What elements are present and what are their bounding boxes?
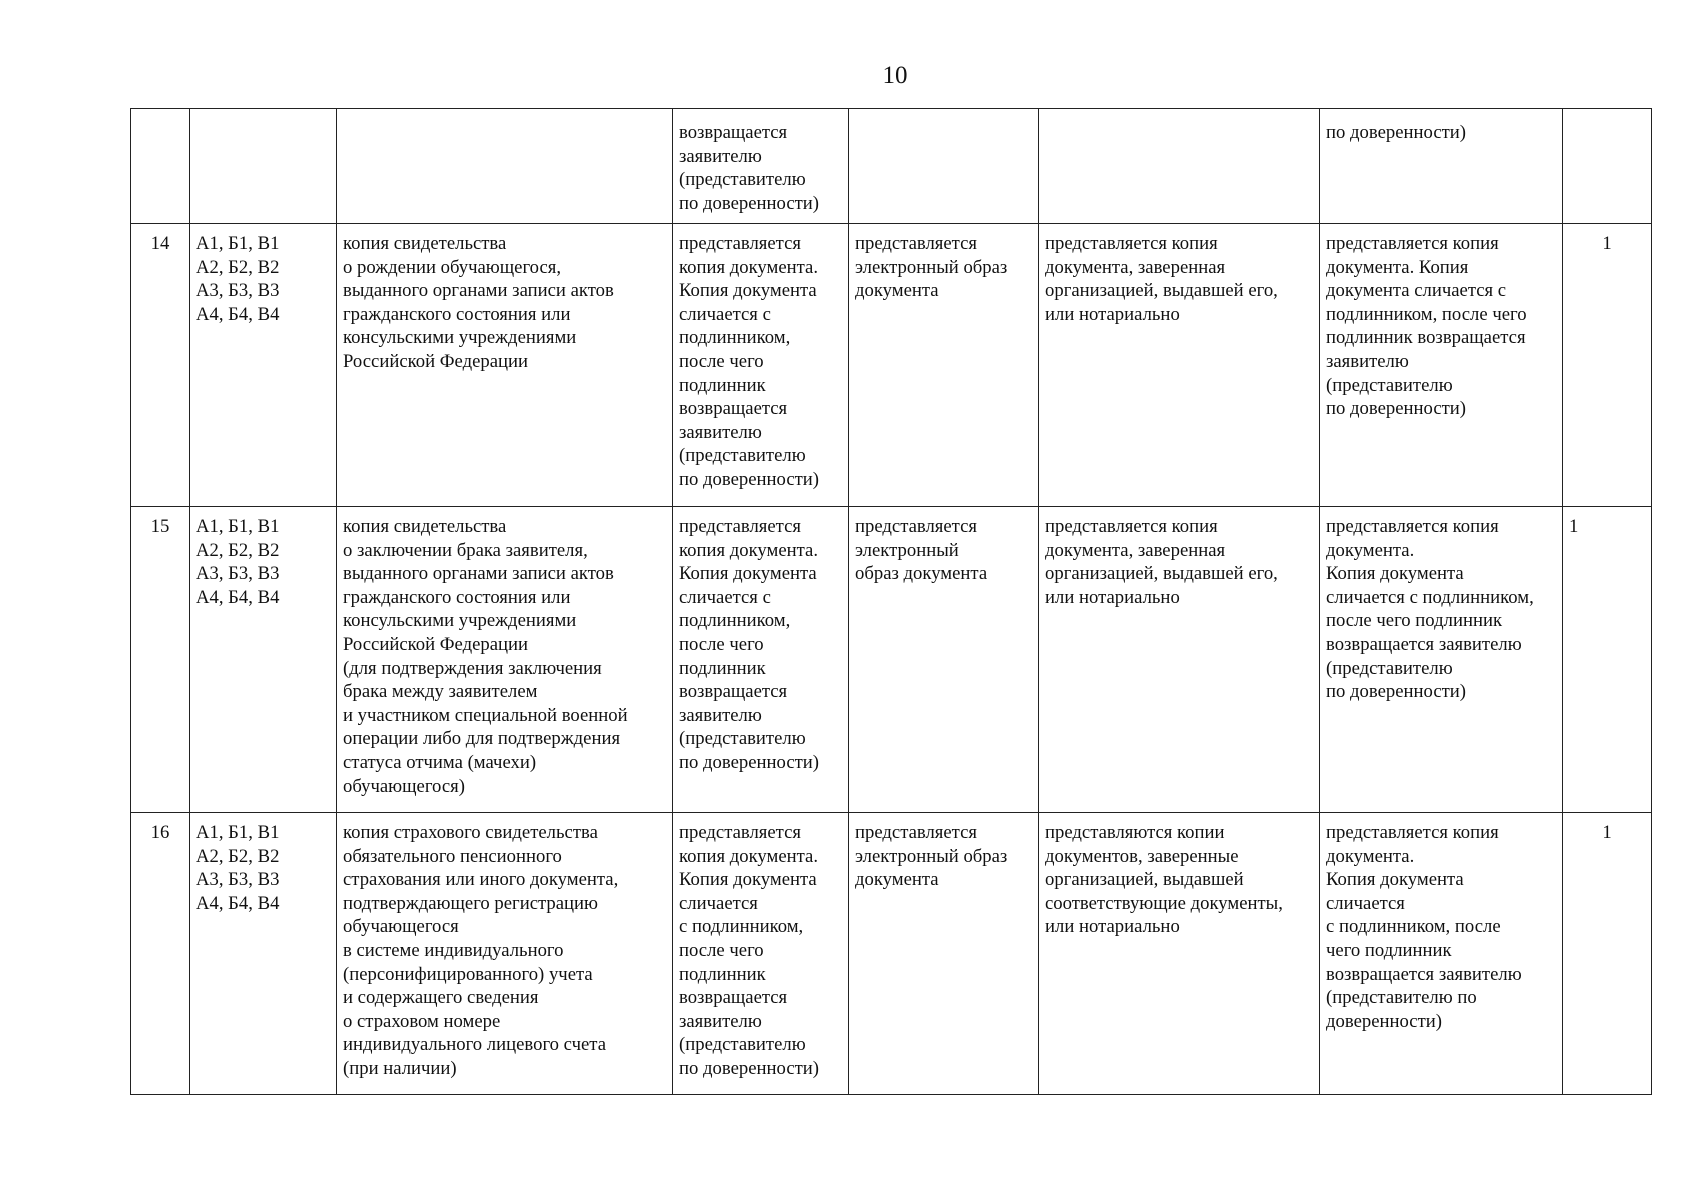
- cell-mfc: по доверенности): [1320, 109, 1563, 224]
- cell-count: 1: [1563, 507, 1652, 813]
- documents-table: [130, 108, 1652, 1095]
- cell-mfc: представляется копия документа. Копия документа сличается с подлинником, после чего подлинник возвращается заявителю (представителю по доверенности): [1320, 224, 1563, 507]
- cell-categories: [190, 109, 337, 224]
- cell-categories: А1, Б1, В1 А2, Б2, В2 А3, Б3, В3 А4, Б4, В4: [190, 224, 337, 507]
- cell-number: 16: [131, 813, 190, 1095]
- cell-document: [337, 109, 673, 224]
- cell-electronic: [849, 109, 1039, 224]
- cell-number: 14: [131, 224, 190, 507]
- table-row: [131, 813, 1652, 1095]
- cell-document: копия страхового свидетельства обязательного пенсионного страхования или иного документа, подтверждающего регистрацию обучающегося в системе индивидуального (персонифицированного) учета и содержащего сведения о страховом номере индивидуального лицевого счета (при наличии): [337, 813, 673, 1095]
- table-row: [131, 224, 1652, 507]
- cell-by-mail: представляются копии документов, заверенные организацией, выдавшей соответствующие документы, или нотариально: [1039, 813, 1320, 1095]
- cell-electronic: представляется электронный образ документа: [849, 224, 1039, 507]
- cell-electronic: представляется электронный образ документа: [849, 813, 1039, 1095]
- cell-count: 1: [1563, 224, 1652, 507]
- cell-by-mail: представляется копия документа, заверенная организацией, выдавшей его, или нотариально: [1039, 224, 1320, 507]
- cell-electronic: представляется электронный образ документа: [849, 507, 1039, 813]
- cell-in-person: представляется копия документа. Копия документа сличается с подлинником, после чего подлинник возвращается заявителю (представителю по доверенности): [673, 507, 849, 813]
- cell-in-person: представляется копия документа. Копия документа сличается с подлинником, после чего подлинник возвращается заявителю (представителю по доверенности): [673, 224, 849, 507]
- cell-count: 1: [1563, 813, 1652, 1095]
- cell-by-mail: [1039, 109, 1320, 224]
- cell-categories: А1, Б1, В1 А2, Б2, В2 А3, Б3, В3 А4, Б4, В4: [190, 507, 337, 813]
- cell-document: копия свидетельства о рождении обучающегося, выданного органами записи актов гражданского состояния или консульскими учреждениями Российской Федерации: [337, 224, 673, 507]
- cell-mfc: представляется копия документа. Копия документа сличается с подлинником, после чего подлинник возвращается заявителю (представителю по доверенности): [1320, 813, 1563, 1095]
- cell-number: [131, 109, 190, 224]
- cell-document: копия свидетельства о заключении брака заявителя, выданного органами записи актов гражданского состояния или консульскими учреждениями Российской Федерации (для подтверждения заключения брака между заявителем и участником специальной военной операции либо для подтверждения статуса отчима (мачехи) обучающегося): [337, 507, 673, 813]
- cell-by-mail: представляется копия документа, заверенная организацией, выдавшей его, или нотариально: [1039, 507, 1320, 813]
- page-number: 10: [882, 62, 908, 89]
- table-row-continuation: [131, 109, 1652, 224]
- cell-count: [1563, 109, 1652, 224]
- cell-categories: А1, Б1, В1 А2, Б2, В2 А3, Б3, В3 А4, Б4, В4: [190, 813, 337, 1095]
- cell-in-person: возвращается заявителю (представителю по доверенности): [673, 109, 849, 224]
- cell-number: 15: [131, 507, 190, 813]
- cell-mfc: представляется копия документа. Копия документа сличается с подлинником, после чего подлинник возвращается заявителю (представителю по доверенности): [1320, 507, 1563, 813]
- table-row: [131, 507, 1652, 813]
- cell-in-person: представляется копия документа. Копия документа сличается с подлинником, после чего подлинник возвращается заявителю (представителю по доверенности): [673, 813, 849, 1095]
